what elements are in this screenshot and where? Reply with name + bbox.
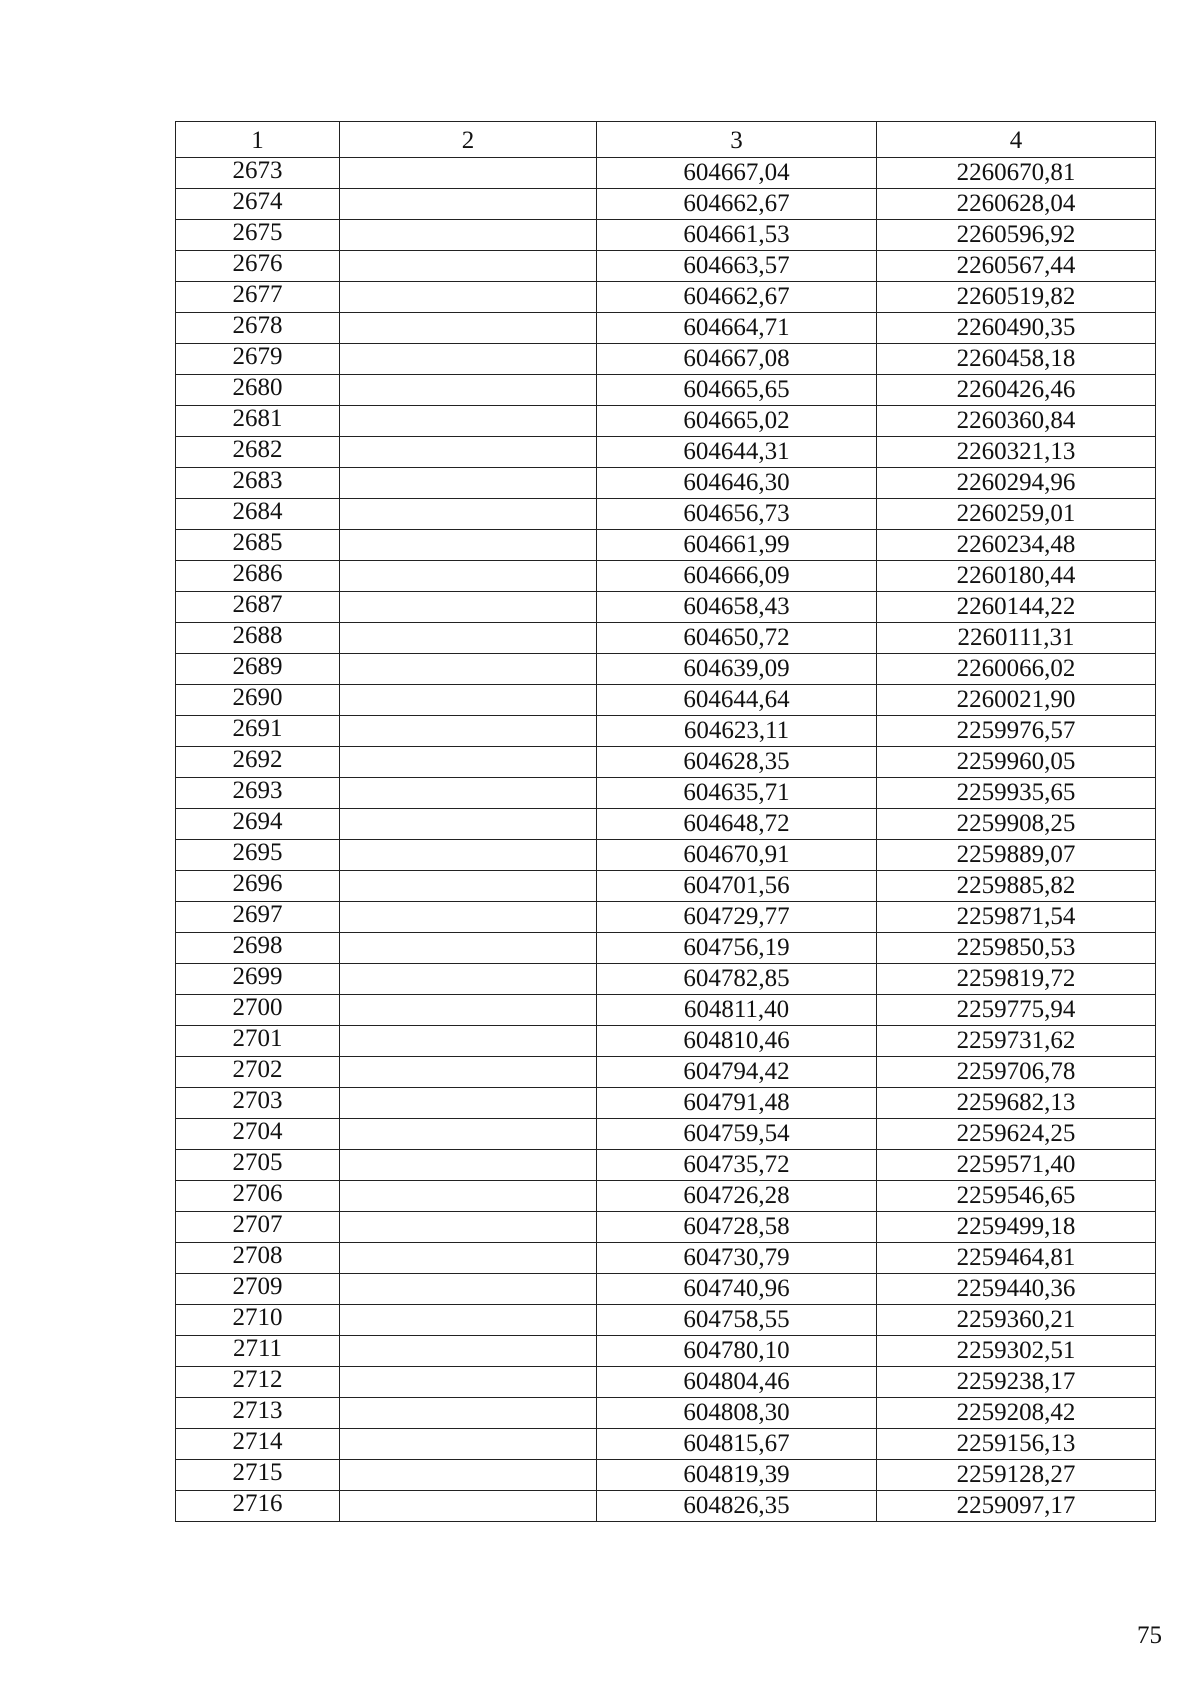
column-2-cell [340,933,597,964]
point-number-cell: 2700 [176,995,340,1026]
y-coordinate-cell: 2260234,48 [877,530,1156,561]
table-row [176,1057,1156,1088]
x-coordinate-cell: 604650,72 [597,623,877,654]
table-header [176,122,1156,158]
column-2-cell [340,1150,597,1181]
column-2-cell [340,1243,597,1274]
point-number-cell: 2709 [176,1274,340,1305]
point-number-cell: 2702 [176,1057,340,1088]
coordinates-table [175,121,1156,1522]
x-coordinate-cell: 604662,67 [597,189,877,220]
column-2-cell [340,592,597,623]
y-coordinate-cell: 2260259,01 [877,499,1156,530]
y-coordinate-cell: 2260321,13 [877,437,1156,468]
point-number-cell: 2678 [176,313,340,344]
table-row [176,1088,1156,1119]
column-2-cell [340,530,597,561]
point-number-cell: 2708 [176,1243,340,1274]
point-number-cell: 2714 [176,1429,340,1460]
x-coordinate-cell: 604782,85 [597,964,877,995]
table-row [176,375,1156,406]
table-row [176,964,1156,995]
point-number-cell: 2675 [176,220,340,251]
y-coordinate-cell: 2259976,57 [877,716,1156,747]
column-2-cell [340,1305,597,1336]
point-number-cell: 2706 [176,1181,340,1212]
column-2-cell [340,1212,597,1243]
column-2-cell [340,437,597,468]
y-coordinate-cell: 2260519,82 [877,282,1156,313]
x-coordinate-cell: 604666,09 [597,561,877,592]
y-coordinate-cell: 2259935,65 [877,778,1156,809]
point-number-cell: 2690 [176,685,340,716]
x-coordinate-cell: 604663,57 [597,251,877,282]
x-coordinate-cell: 604729,77 [597,902,877,933]
point-number-cell: 2687 [176,592,340,623]
y-coordinate-cell: 2259624,25 [877,1119,1156,1150]
y-coordinate-cell: 2260628,04 [877,189,1156,220]
y-coordinate-cell: 2259571,40 [877,1150,1156,1181]
y-coordinate-cell: 2260144,22 [877,592,1156,623]
x-coordinate-cell: 604644,31 [597,437,877,468]
x-coordinate-cell: 604664,71 [597,313,877,344]
column-2-cell [340,1460,597,1491]
x-coordinate-cell: 604791,48 [597,1088,877,1119]
y-coordinate-cell: 2259889,07 [877,840,1156,871]
y-coordinate-cell: 2259682,13 [877,1088,1156,1119]
point-number-cell: 2686 [176,561,340,592]
x-coordinate-cell: 604756,19 [597,933,877,964]
column-2-cell [340,623,597,654]
y-coordinate-cell: 2259499,18 [877,1212,1156,1243]
y-coordinate-cell: 2259464,81 [877,1243,1156,1274]
table-row [176,592,1156,623]
column-2-cell [340,1026,597,1057]
y-coordinate-cell: 2259302,51 [877,1336,1156,1367]
y-coordinate-cell: 2259128,27 [877,1460,1156,1491]
x-coordinate-cell: 604794,42 [597,1057,877,1088]
x-coordinate-cell: 604728,58 [597,1212,877,1243]
table-row [176,282,1156,313]
page-number: 75 [1137,1622,1162,1649]
table-row [176,840,1156,871]
table-row [176,1460,1156,1491]
header-col-1: 1 [176,122,340,158]
y-coordinate-cell: 2260490,35 [877,313,1156,344]
column-2-cell [340,406,597,437]
column-2-cell [340,1119,597,1150]
y-coordinate-cell: 2259706,78 [877,1057,1156,1088]
x-coordinate-cell: 604662,67 [597,282,877,313]
column-2-cell [340,1274,597,1305]
table-row [176,468,1156,499]
column-2-cell [340,282,597,313]
y-coordinate-cell: 2259775,94 [877,995,1156,1026]
x-coordinate-cell: 604811,40 [597,995,877,1026]
x-coordinate-cell: 604628,35 [597,747,877,778]
column-2-cell [340,778,597,809]
column-2-cell [340,716,597,747]
header-col-2: 2 [340,122,597,158]
column-2-cell [340,995,597,1026]
table-row [176,158,1156,189]
table-row [176,809,1156,840]
x-coordinate-cell: 604726,28 [597,1181,877,1212]
x-coordinate-cell: 604819,39 [597,1460,877,1491]
x-coordinate-cell: 604758,55 [597,1305,877,1336]
x-coordinate-cell: 604670,91 [597,840,877,871]
column-2-cell [340,840,597,871]
table-row [176,1243,1156,1274]
table-row [176,716,1156,747]
table-row [176,871,1156,902]
y-coordinate-cell: 2260426,46 [877,375,1156,406]
header-col-4: 4 [877,122,1156,158]
table-row [176,437,1156,468]
y-coordinate-cell: 2260111,31 [877,623,1156,654]
point-number-cell: 2677 [176,282,340,313]
point-number-cell: 2697 [176,902,340,933]
table-row [176,1119,1156,1150]
table-row [176,747,1156,778]
column-2-cell [340,1398,597,1429]
point-number-cell: 2693 [176,778,340,809]
column-2-cell [340,189,597,220]
point-number-cell: 2701 [176,1026,340,1057]
point-number-cell: 2707 [176,1212,340,1243]
table-row [176,778,1156,809]
point-number-cell: 2673 [176,158,340,189]
table-row [176,685,1156,716]
column-2-cell [340,468,597,499]
y-coordinate-cell: 2259208,42 [877,1398,1156,1429]
column-2-cell [340,344,597,375]
point-number-cell: 2704 [176,1119,340,1150]
column-2-cell [340,561,597,592]
y-coordinate-cell: 2260294,96 [877,468,1156,499]
x-coordinate-cell: 604810,46 [597,1026,877,1057]
table-row [176,1150,1156,1181]
y-coordinate-cell: 2260066,02 [877,654,1156,685]
point-number-cell: 2699 [176,964,340,995]
column-2-cell [340,747,597,778]
table-body [176,158,1156,1522]
point-number-cell: 2715 [176,1460,340,1491]
y-coordinate-cell: 2259546,65 [877,1181,1156,1212]
point-number-cell: 2694 [176,809,340,840]
column-2-cell [340,902,597,933]
point-number-cell: 2710 [176,1305,340,1336]
point-number-cell: 2692 [176,747,340,778]
column-2-cell [340,313,597,344]
column-2-cell [340,1057,597,1088]
point-number-cell: 2685 [176,530,340,561]
y-coordinate-cell: 2259156,13 [877,1429,1156,1460]
y-coordinate-cell: 2259819,72 [877,964,1156,995]
x-coordinate-cell: 604667,08 [597,344,877,375]
x-coordinate-cell: 604701,56 [597,871,877,902]
x-coordinate-cell: 604740,96 [597,1274,877,1305]
table-row [176,623,1156,654]
table-row [176,220,1156,251]
table-row [176,1305,1156,1336]
table-row [176,1026,1156,1057]
y-coordinate-cell: 2260567,44 [877,251,1156,282]
table-row [176,995,1156,1026]
table-row [176,1398,1156,1429]
x-coordinate-cell: 604646,30 [597,468,877,499]
point-number-cell: 2716 [176,1491,340,1522]
y-coordinate-cell: 2260021,90 [877,685,1156,716]
point-number-cell: 2676 [176,251,340,282]
column-2-cell [340,685,597,716]
y-coordinate-cell: 2259360,21 [877,1305,1156,1336]
table-row [176,251,1156,282]
point-number-cell: 2705 [176,1150,340,1181]
column-2-cell [340,220,597,251]
x-coordinate-cell: 604826,35 [597,1491,877,1522]
table-row [176,933,1156,964]
point-number-cell: 2711 [176,1336,340,1367]
y-coordinate-cell: 2259908,25 [877,809,1156,840]
table-row [176,1367,1156,1398]
column-2-cell [340,499,597,530]
x-coordinate-cell: 604639,09 [597,654,877,685]
y-coordinate-cell: 2259850,53 [877,933,1156,964]
x-coordinate-cell: 604665,02 [597,406,877,437]
column-2-cell [340,871,597,902]
point-number-cell: 2684 [176,499,340,530]
table-row [176,1274,1156,1305]
column-2-cell [340,251,597,282]
y-coordinate-cell: 2259731,62 [877,1026,1156,1057]
y-coordinate-cell: 2260670,81 [877,158,1156,189]
x-coordinate-cell: 604780,10 [597,1336,877,1367]
table-row [176,1491,1156,1522]
point-number-cell: 2679 [176,344,340,375]
table-row [176,406,1156,437]
point-number-cell: 2712 [176,1367,340,1398]
point-number-cell: 2688 [176,623,340,654]
x-coordinate-cell: 604661,99 [597,530,877,561]
x-coordinate-cell: 604656,73 [597,499,877,530]
point-number-cell: 2703 [176,1088,340,1119]
header-col-3: 3 [597,122,877,158]
y-coordinate-cell: 2260596,92 [877,220,1156,251]
column-2-cell [340,1336,597,1367]
point-number-cell: 2689 [176,654,340,685]
point-number-cell: 2681 [176,406,340,437]
point-number-cell: 2683 [176,468,340,499]
x-coordinate-cell: 604730,79 [597,1243,877,1274]
y-coordinate-cell: 2260360,84 [877,406,1156,437]
y-coordinate-cell: 2259885,82 [877,871,1156,902]
x-coordinate-cell: 604623,11 [597,716,877,747]
point-number-cell: 2680 [176,375,340,406]
table-row [176,1336,1156,1367]
column-2-cell [340,375,597,406]
table-row [176,189,1156,220]
y-coordinate-cell: 2259238,17 [877,1367,1156,1398]
table-row [176,530,1156,561]
table-row [176,1181,1156,1212]
column-2-cell [340,1181,597,1212]
x-coordinate-cell: 604815,67 [597,1429,877,1460]
y-coordinate-cell: 2260180,44 [877,561,1156,592]
x-coordinate-cell: 604635,71 [597,778,877,809]
x-coordinate-cell: 604658,43 [597,592,877,623]
y-coordinate-cell: 2260458,18 [877,344,1156,375]
x-coordinate-cell: 604808,30 [597,1398,877,1429]
column-2-cell [340,809,597,840]
column-2-cell [340,1367,597,1398]
column-2-cell [340,1491,597,1522]
table-row [176,499,1156,530]
x-coordinate-cell: 604667,04 [597,158,877,189]
column-2-cell [340,654,597,685]
x-coordinate-cell: 604804,46 [597,1367,877,1398]
y-coordinate-cell: 2259097,17 [877,1491,1156,1522]
table-row [176,313,1156,344]
column-2-cell [340,1429,597,1460]
column-2-cell [340,1088,597,1119]
x-coordinate-cell: 604735,72 [597,1150,877,1181]
point-number-cell: 2674 [176,189,340,220]
header-row [176,122,1156,158]
x-coordinate-cell: 604665,65 [597,375,877,406]
y-coordinate-cell: 2259871,54 [877,902,1156,933]
point-number-cell: 2698 [176,933,340,964]
table-row [176,561,1156,592]
table-row [176,344,1156,375]
y-coordinate-cell: 2259440,36 [877,1274,1156,1305]
table-row [176,1429,1156,1460]
point-number-cell: 2713 [176,1398,340,1429]
table-row [176,654,1156,685]
point-number-cell: 2695 [176,840,340,871]
y-coordinate-cell: 2259960,05 [877,747,1156,778]
x-coordinate-cell: 604648,72 [597,809,877,840]
table-row [176,902,1156,933]
column-2-cell [340,964,597,995]
x-coordinate-cell: 604759,54 [597,1119,877,1150]
x-coordinate-cell: 604644,64 [597,685,877,716]
x-coordinate-cell: 604661,53 [597,220,877,251]
column-2-cell [340,158,597,189]
point-number-cell: 2682 [176,437,340,468]
point-number-cell: 2691 [176,716,340,747]
point-number-cell: 2696 [176,871,340,902]
table-row [176,1212,1156,1243]
